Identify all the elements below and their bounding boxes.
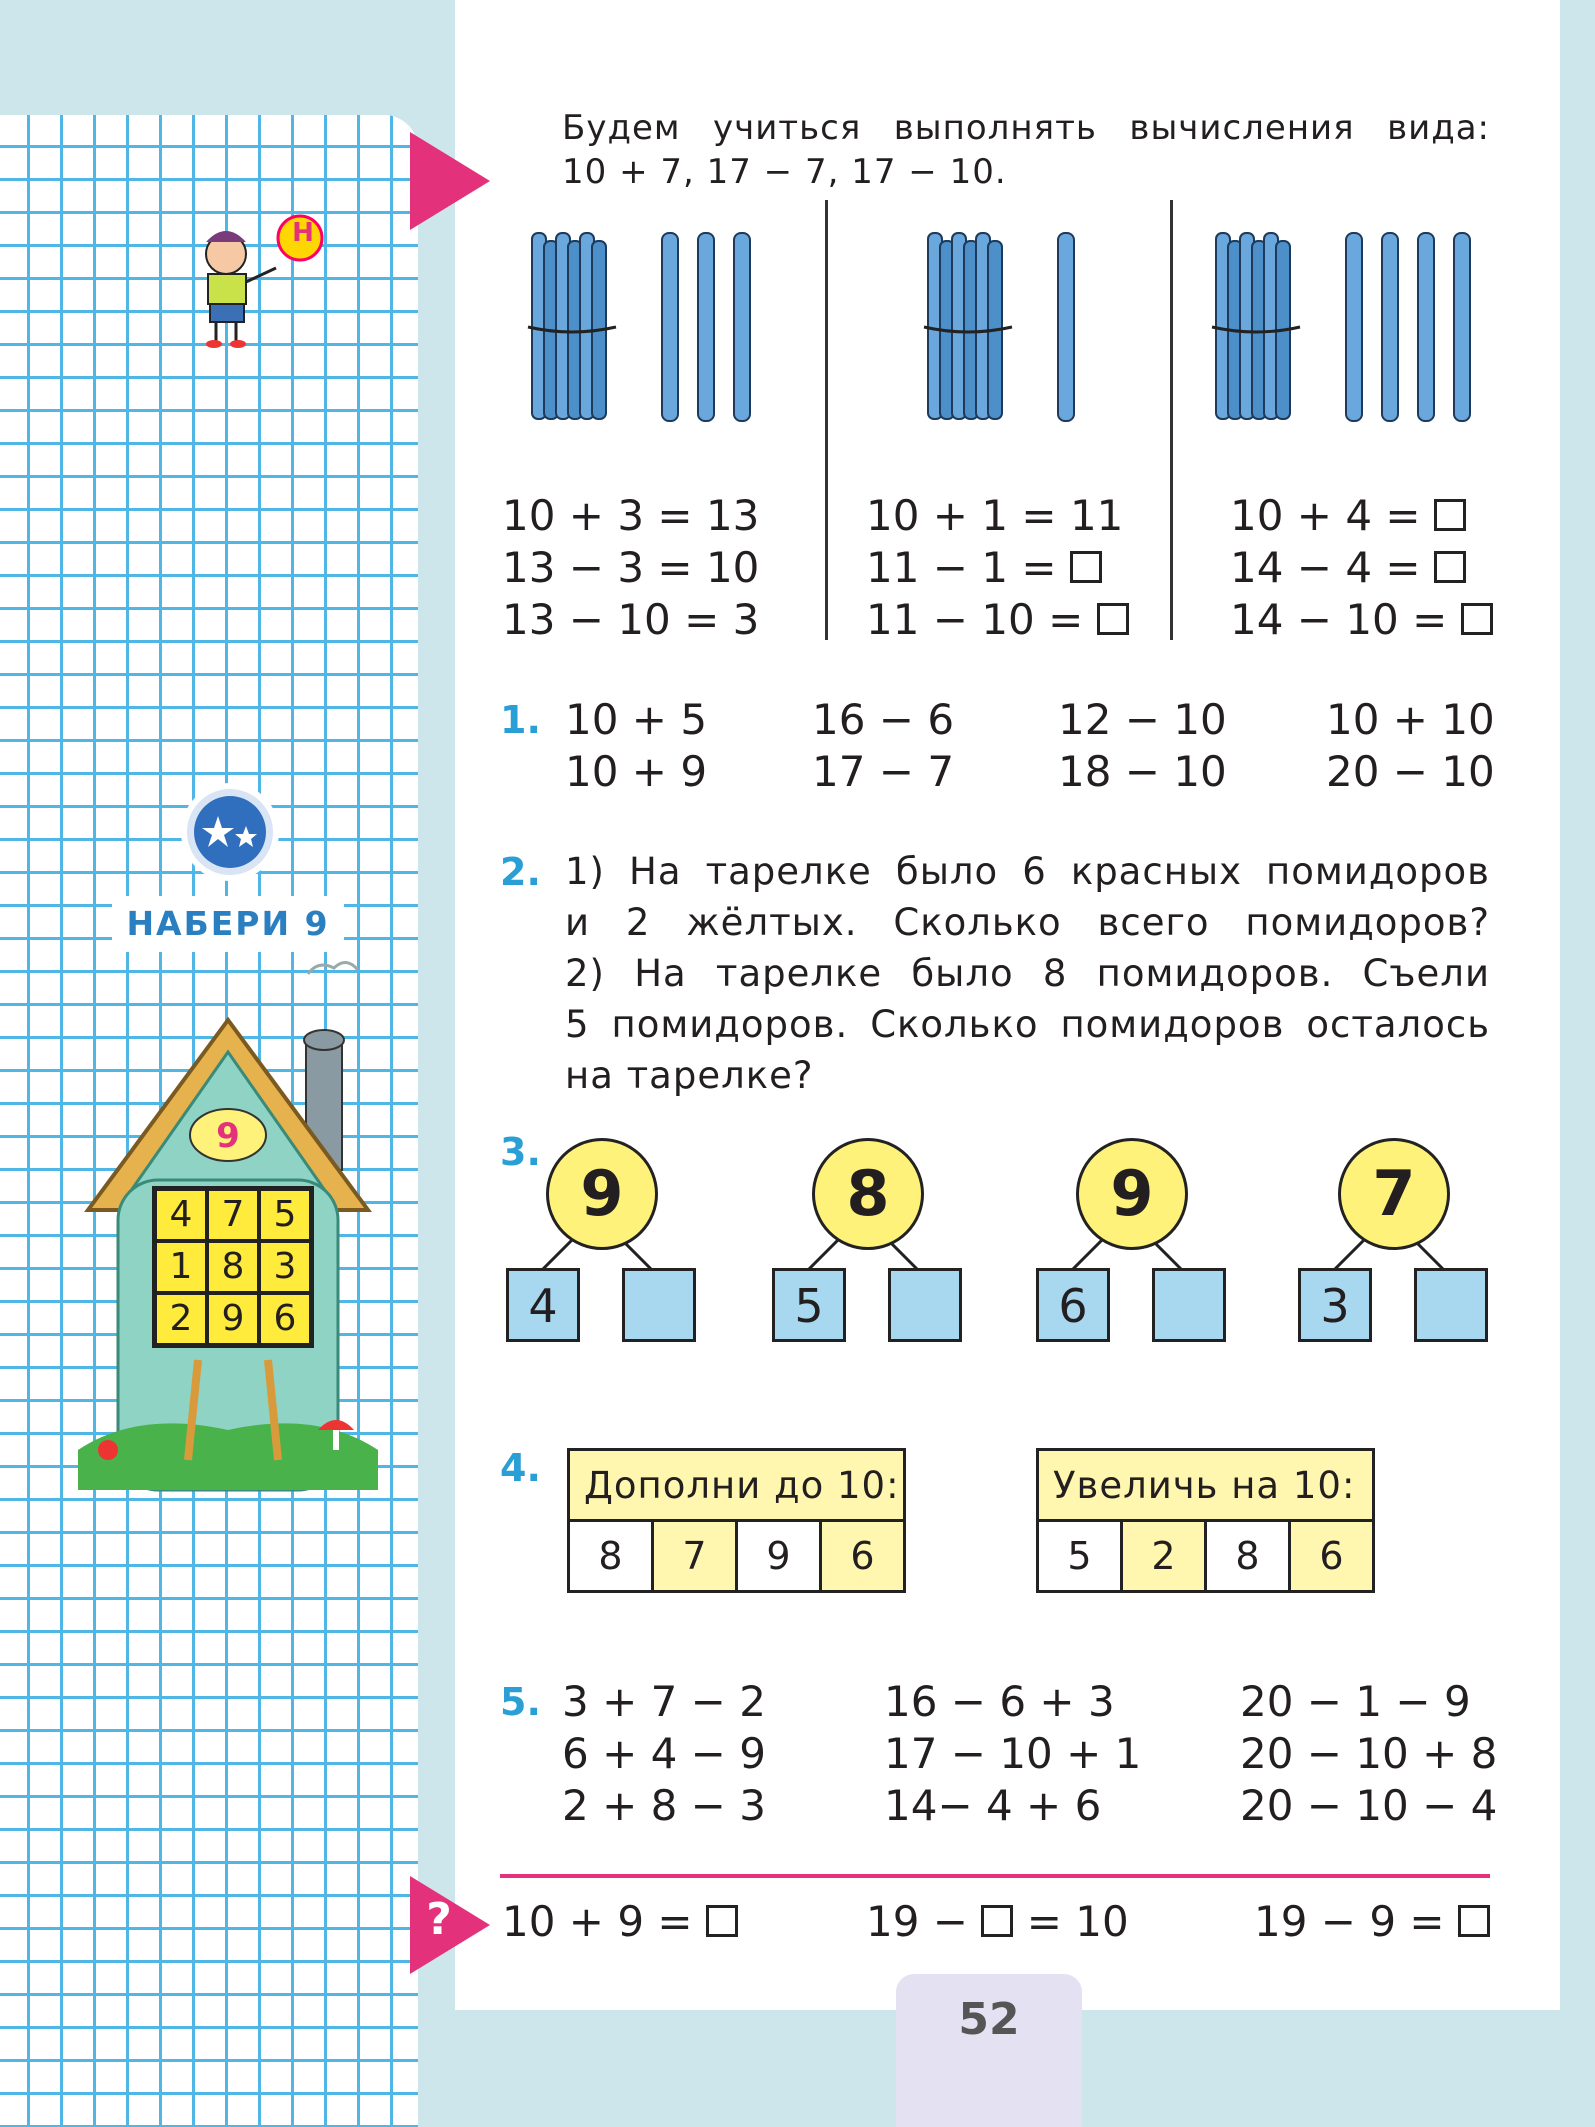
page-number: 52 [958, 1994, 1020, 2045]
loose-stick [1418, 233, 1434, 421]
stick-bundle [924, 233, 1012, 419]
equation: 13 − 3 = 10 [502, 543, 760, 592]
loose-stick [1454, 233, 1470, 421]
loose-stick [662, 233, 678, 421]
equation: 14 − 10 = [1230, 595, 1448, 644]
stick-bundle [528, 233, 616, 419]
magic-cell: 8 [207, 1241, 259, 1293]
part-box-empty[interactable] [1152, 1268, 1226, 1342]
expression: 20 − 1 − 9 [1240, 1677, 1471, 1726]
part-box-empty[interactable] [888, 1268, 962, 1342]
part-box: 3 [1298, 1268, 1372, 1342]
table-header: Увеличь на 10: [1038, 1450, 1374, 1521]
whole-number-circle: 9 [1076, 1138, 1188, 1250]
equation: 19 − [866, 1897, 968, 1946]
magic-square [152, 1186, 314, 1348]
expression: 2 + 8 − 3 [562, 1781, 766, 1830]
equation: 10 + 9 = [502, 1897, 693, 1946]
page-right-band [1560, 0, 1595, 2127]
expression: 17 − 7 [812, 747, 955, 796]
magic-cell: 4 [155, 1189, 207, 1241]
magic-cell: 1 [155, 1241, 207, 1293]
equation: 14 − 4 = [1230, 543, 1421, 592]
task-2-label: 2. [500, 850, 541, 894]
answer-box[interactable] [1461, 603, 1493, 635]
equation: 11 − 1 = [866, 543, 1057, 592]
part-box-empty[interactable] [622, 1268, 696, 1342]
table-cell: 5 [1038, 1521, 1122, 1592]
intro-line-2: 10 + 7, 17 − 7, 17 − 10. [562, 152, 1007, 192]
expression: 12 − 10 [1058, 695, 1227, 744]
text-line: 5 помидоров. Сколько помидоров осталось [565, 1003, 1490, 1046]
loose-stick [1346, 233, 1362, 421]
table-cell: 6 [1290, 1521, 1374, 1592]
text-line: 2) На тарелке было 8 помидоров. Съели [565, 952, 1490, 995]
magic-cell: 5 [259, 1189, 311, 1241]
table-cell: 8 [1206, 1521, 1290, 1592]
table-cell: 2 [1122, 1521, 1206, 1592]
stars-medallion-icon [180, 782, 280, 882]
magic-cell: 3 [259, 1241, 311, 1293]
loose-stick [734, 233, 750, 421]
part-box: 4 [506, 1268, 580, 1342]
magic-cell: 9 [207, 1293, 259, 1345]
expression: 10 + 9 [565, 747, 708, 796]
boy-figure-icon [196, 212, 356, 352]
badge-letter: Н [292, 218, 314, 248]
table-cell: 7 [653, 1521, 737, 1592]
table-cell: 8 [569, 1521, 653, 1592]
question-item [502, 1896, 738, 1948]
expression: 17 − 10 + 1 [884, 1729, 1142, 1778]
magic-cell: 7 [207, 1189, 259, 1241]
task-1-col-4 [1326, 694, 1495, 798]
table-cell: 6 [821, 1521, 905, 1592]
page-number-tab [896, 1974, 1082, 2127]
equation: = 10 [1026, 1897, 1129, 1946]
roof-number: 9 [216, 1116, 240, 1156]
equation: 10 + 4 = [1230, 491, 1421, 540]
answer-box[interactable] [1070, 551, 1102, 583]
loose-stick [1382, 233, 1398, 421]
task-5-col-3 [1240, 1676, 1497, 1832]
task-1-col-3 [1058, 694, 1227, 798]
intro-line-1: Будем учиться выполнять вычисления вида: [562, 108, 1490, 148]
task-1-label: 1. [500, 698, 541, 742]
expression: 18 − 10 [1058, 747, 1227, 796]
answer-box[interactable] [1434, 551, 1466, 583]
equation: 19 − 9 = [1254, 1897, 1445, 1946]
text-line: на тарелке? [565, 1054, 814, 1097]
pink-divider [500, 1874, 1490, 1878]
task-4-label: 4. [500, 1446, 541, 1490]
expression: 16 − 6 + 3 [884, 1677, 1115, 1726]
question-item [866, 1896, 1129, 1948]
equation: 10 + 1 = 11 [866, 491, 1124, 540]
column-divider [825, 200, 828, 640]
column-divider [1170, 200, 1173, 640]
counting-sticks [520, 215, 1500, 445]
magic-cell: 6 [259, 1293, 311, 1345]
equation: 13 − 10 = 3 [502, 595, 760, 644]
answer-box[interactable] [981, 1905, 1013, 1937]
whole-number-circle: 8 [812, 1138, 924, 1250]
expression: 16 − 6 [812, 695, 955, 744]
game-title: НАБЕРИ 9 [112, 896, 344, 952]
part-box: 6 [1036, 1268, 1110, 1342]
task-2-text [565, 846, 1490, 1101]
start-arrow-icon [410, 132, 490, 230]
text-line: 1) На тарелке было 6 красных помидоров [565, 850, 1490, 893]
loose-stick [1058, 233, 1074, 421]
equations-col-1 [502, 490, 759, 646]
whole-number-circle: 7 [1338, 1138, 1450, 1250]
magic-cell: 2 [155, 1293, 207, 1345]
expression: 10 + 5 [565, 695, 708, 744]
task-1-col-1 [565, 694, 707, 798]
task-1-col-2 [812, 694, 954, 798]
answer-box[interactable] [706, 1905, 738, 1937]
table-header: Дополни до 10: [569, 1450, 905, 1521]
answer-box[interactable] [1458, 1905, 1490, 1937]
expression: 20 − 10 + 8 [1240, 1729, 1498, 1778]
equation: 11 − 10 = [866, 595, 1084, 644]
answer-box[interactable] [1434, 499, 1466, 531]
equations-col-3 [1230, 490, 1493, 646]
whole-number-circle: 9 [546, 1138, 658, 1250]
table-cell: 9 [737, 1521, 821, 1592]
answer-box[interactable] [1097, 603, 1129, 635]
loose-stick [698, 233, 714, 421]
equation: 10 + 3 = 13 [502, 491, 760, 540]
expression: 10 + 10 [1326, 695, 1495, 744]
complement-table [567, 1448, 906, 1593]
task-5-label: 5. [500, 1680, 541, 1724]
expression: 20 − 10 [1326, 747, 1495, 796]
task-5-col-2 [884, 1676, 1141, 1832]
text-line: и 2 жёлтых. Сколько всего помидоров? [565, 901, 1490, 944]
expression: 6 + 4 − 9 [562, 1729, 766, 1778]
stick-bundle [1212, 233, 1300, 419]
task-3-label: 3. [500, 1130, 541, 1174]
expression: 3 + 7 − 2 [562, 1677, 766, 1726]
increase-table [1036, 1448, 1375, 1593]
question-mark-icon: ? [426, 1894, 452, 1945]
part-box-empty[interactable] [1414, 1268, 1488, 1342]
task-5-col-1 [562, 1676, 766, 1832]
part-box: 5 [772, 1268, 846, 1342]
equations-col-2 [866, 490, 1129, 646]
expression: 14− 4 + 6 [884, 1781, 1102, 1830]
question-item [1254, 1896, 1490, 1948]
expression: 20 − 10 − 4 [1240, 1781, 1498, 1830]
